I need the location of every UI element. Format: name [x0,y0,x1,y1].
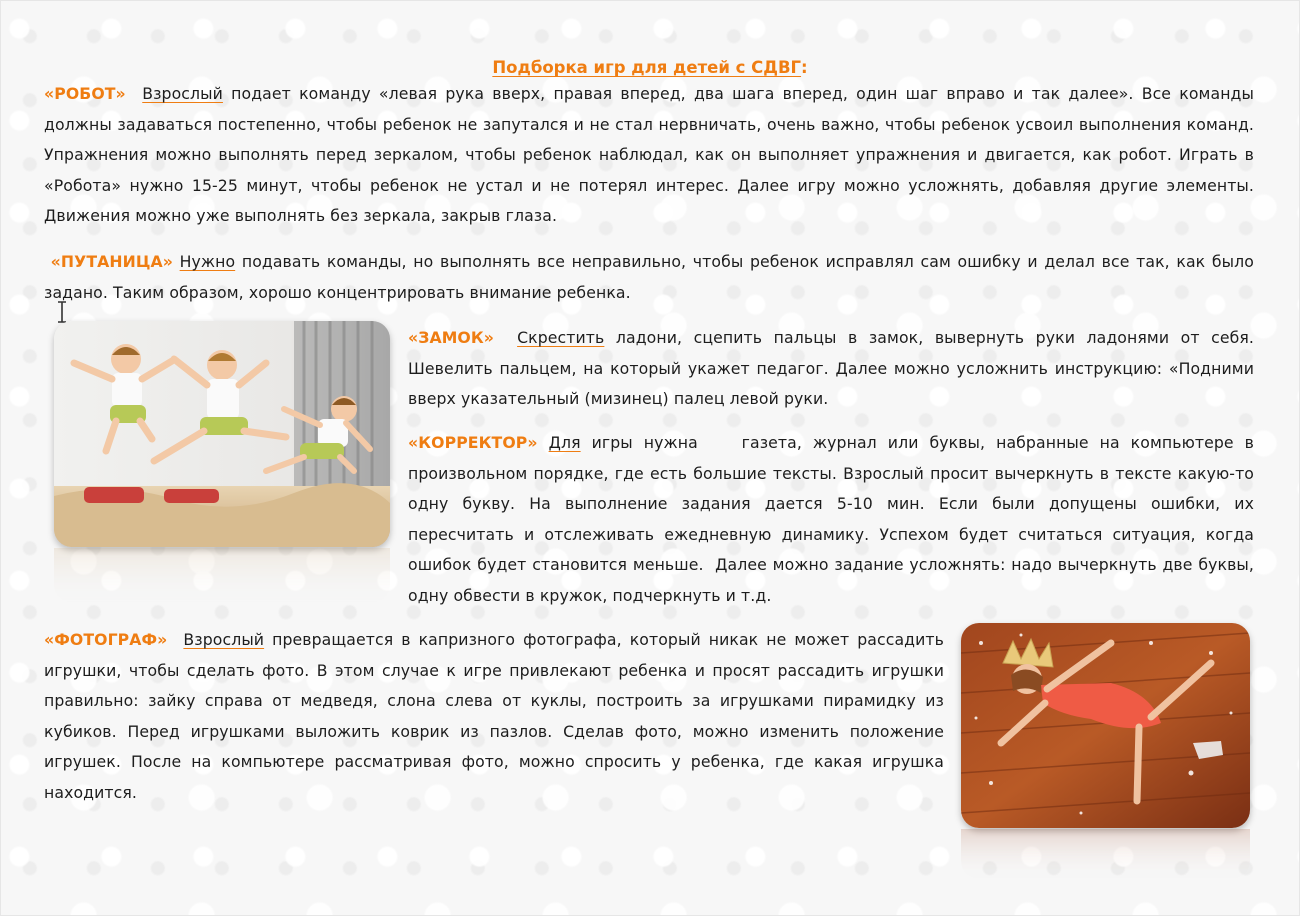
first-word-zamok: Скрестить [517,328,605,347]
first-word-robot: Взрослый [142,84,223,103]
text-korrektor: игры нужна газета, журнал или буквы, набранные на компьютере в произвольном порядке, где есть большие тексты. Взрослый просит вычеркнуть в тексте какую-то одну букву. На выполнение задания дается 5-10 мин. Если были допущены ошибки, их пересчитать и отслеживать ежедневную динамику. Успехом будет считаться ситуация, когда ошибок будет становится меньше. Далее можно задание усложнять: надо вычеркнуть две буквы, одну обвести в кружок, подчеркнуть и т.д. [408,433,1260,605]
text-zamok: ладони, сцепить пальцы в замок, вывернуть руки ладонями от себя. Шевелить пальцем, на который укажет педагог. Далее можно усложнить инструкцию: «Подними вверх указательный (мизинец) палец левой руки. [408,328,1254,409]
paragraph-putanitsa [44,247,1254,308]
game-name-fotograf: «ФОТОГРАФ» [44,630,168,649]
text-robot: подает команду «левая рука вверх, правая вперед, два шага вперед, один шаг вправо и так далее». Все команды должны задаваться постепенно, чтобы ребенок не запутался и не стал нервничать, очень важно, чтобы ребенок усвоил выполнения команд. Упражнения можно выполнять перед зеркалом, чтобы ребенок наблюдал, как он выполняет упражнения и двигается, как робот. Играть в «Робота» нужно 15-25 минут, чтобы ребенок не устал и не потерял интерес. Далее игру можно усложнять, добавляя другие элементы. Движения можно уже выполнять без зеркала, закрыв глаза. [44,84,1254,226]
game-name-robot: «РОБОТ» [44,84,126,103]
girl-on-floor-photo [961,623,1250,828]
text-putanitsa: подавать команды, но выполнять все неправильно, чтобы ребенок исправлял сам ошибку и делал все так, как было задано. Таким образом, хорошо концентрировать внимание ребенка. [44,252,1254,302]
paragraph-korrektor [408,428,1260,612]
text-cursor-icon [55,300,69,324]
first-word-putanitsa: Нужно [179,252,236,271]
title-colon: : [801,58,808,77]
paragraph-fotograf [44,625,944,809]
title-text: Подборка игр для детей с СДВГ [492,58,802,77]
girl-on-floor-reflection [961,829,1250,879]
game-name-korrektor: «КОРРЕКТОР» [408,433,538,452]
first-word-fotograf: Взрослый [183,630,265,649]
text-fotograf: превращается в капризного фотографа, который никак не может рассадить игрушки, чтобы сделать фото. В этом случае к игре привлекают ребенка и просят рассадить игрушки правильно: зайку справа от медведя, слона слева от куклы, построить за игрушками пирамидку из кубиков. Перед игрушками выложить коврик из пазлов. Сделав фото, можно изменить положение игрушек. После на компьютере рассматривая фото, можно спросить у ребенка, где какая игрушка находится. [44,630,944,802]
game-name-zamok: «ЗАМОК» [408,328,495,347]
jumping-kids-reflection [54,548,390,603]
paragraph-robot [44,79,1254,232]
jumping-kids-photo [54,321,390,547]
first-word-korrektor: Для [548,433,581,452]
paragraph-zamok [408,323,1254,415]
game-name-putanitsa: «ПУТАНИЦА» [50,252,173,271]
page-title [0,55,1300,81]
